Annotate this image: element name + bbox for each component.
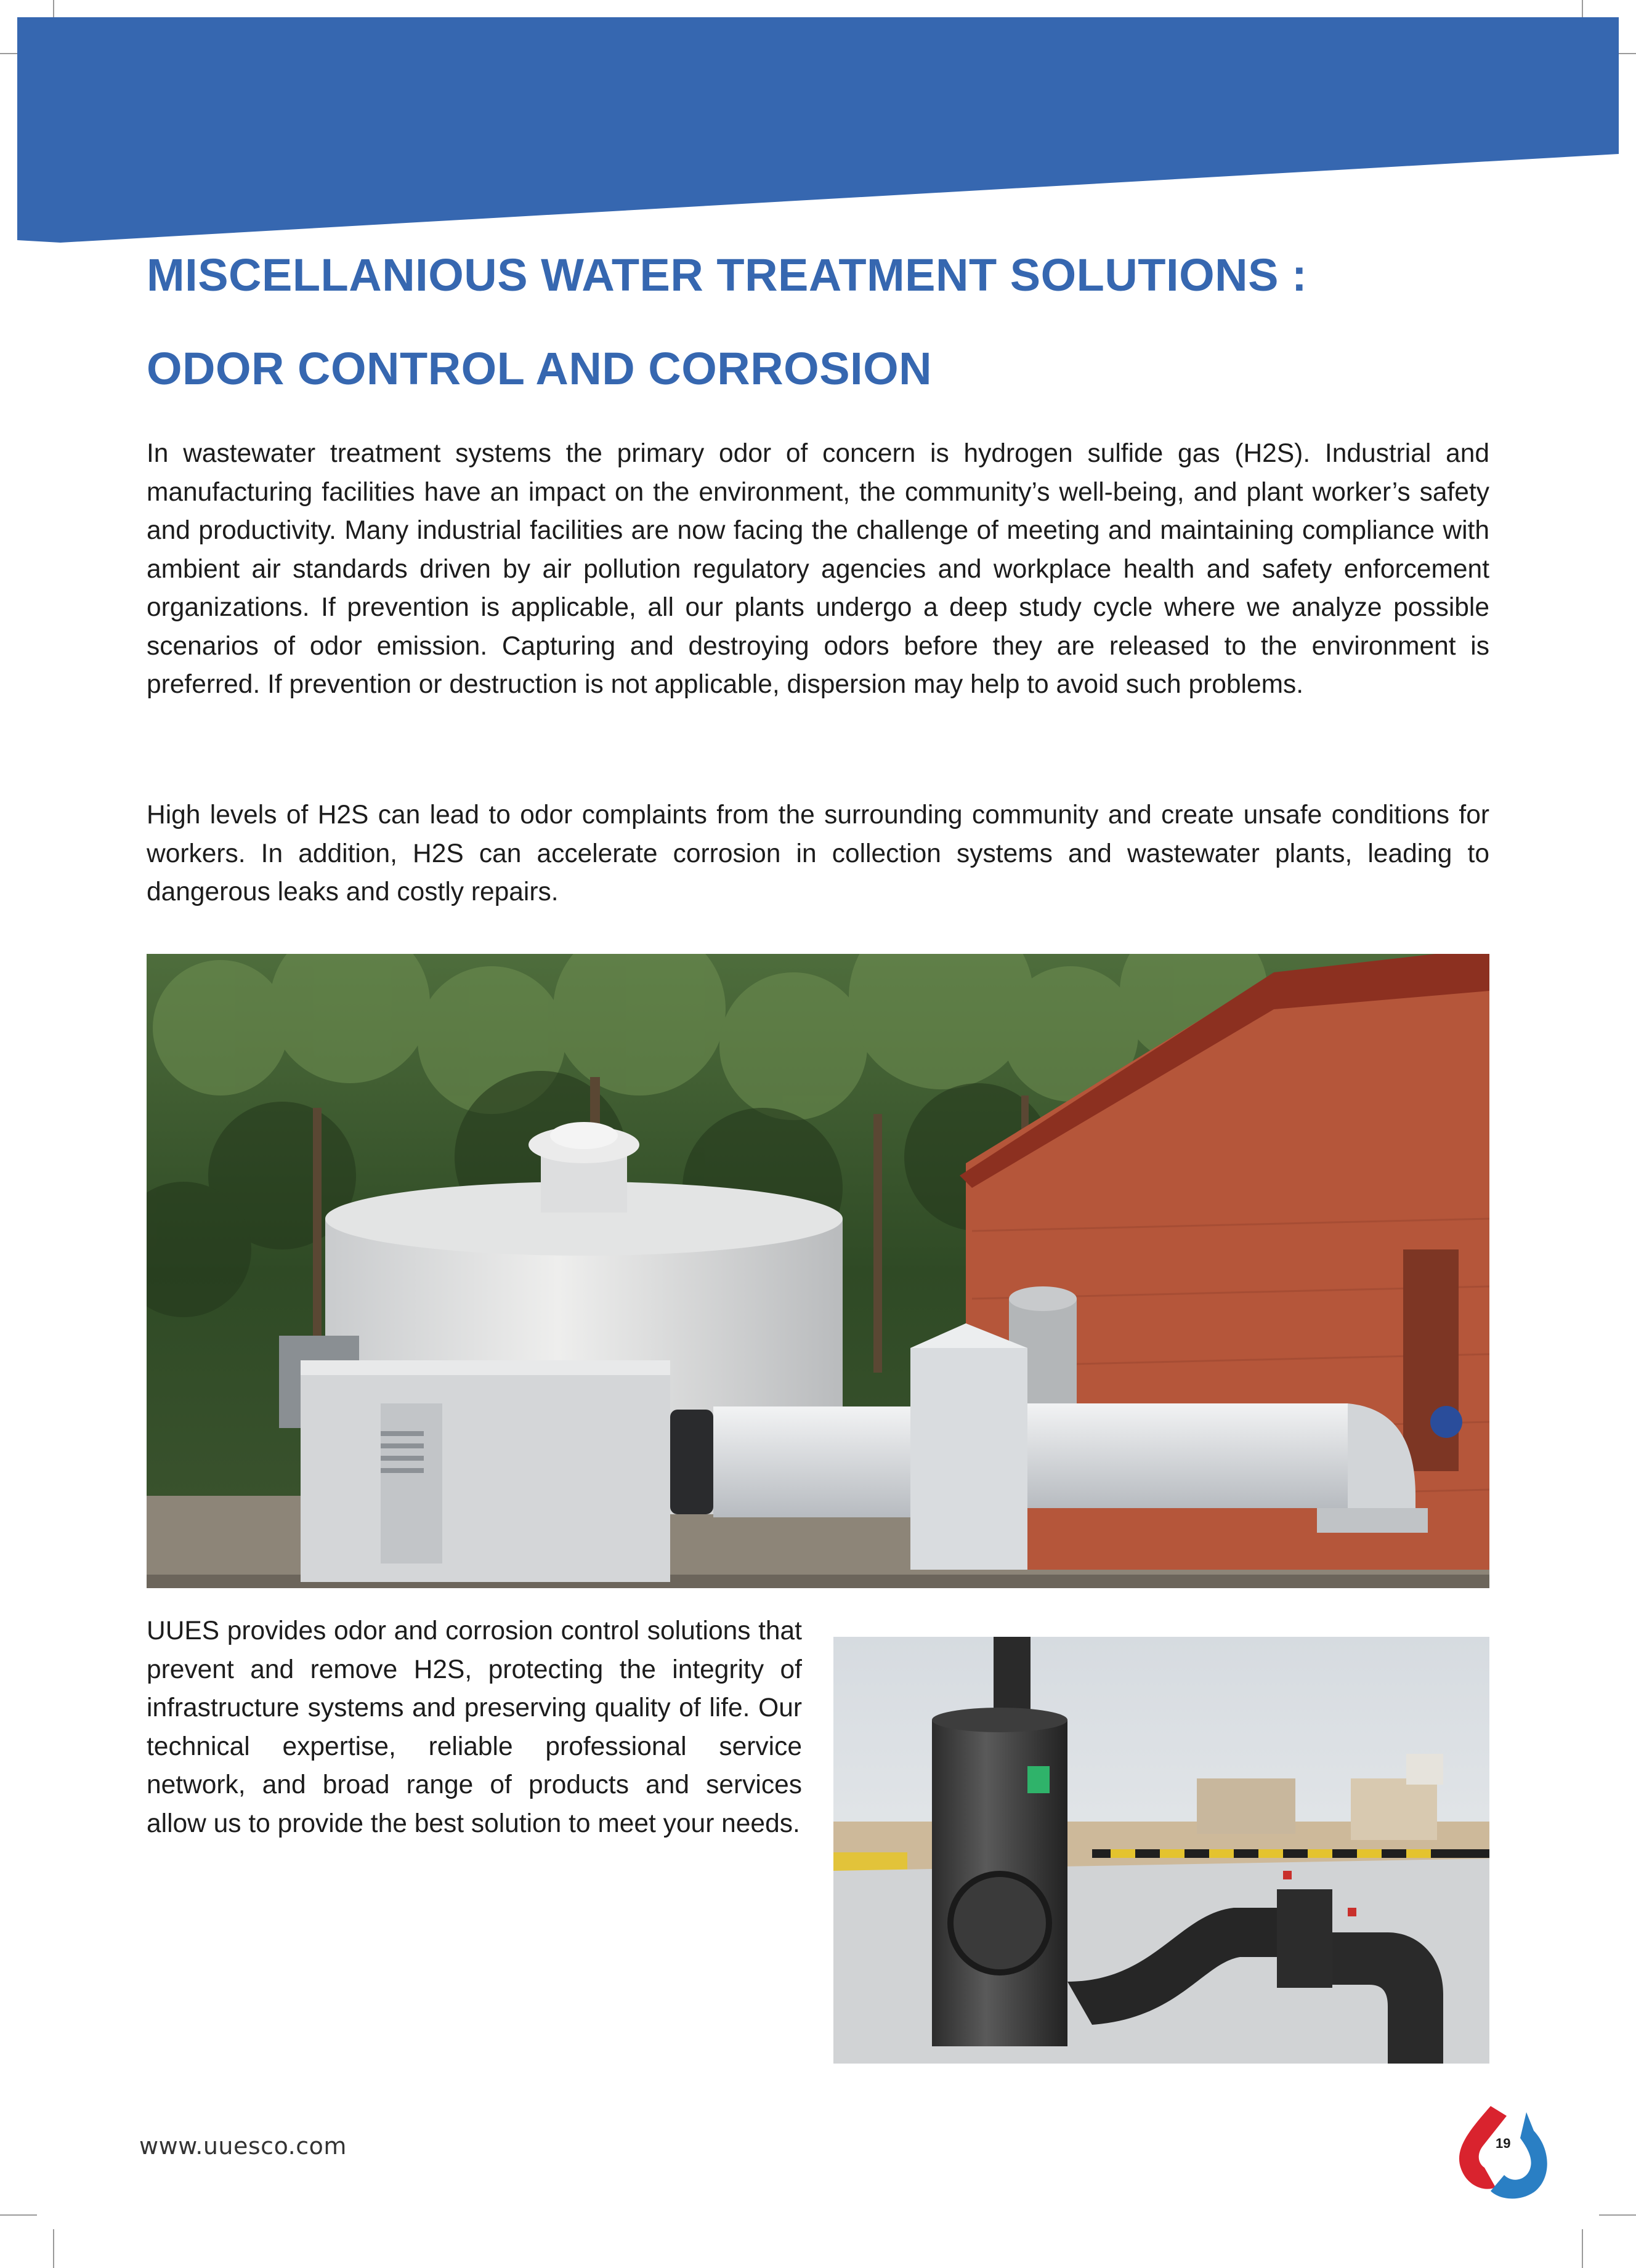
scrubber-vessel-photo [833, 1637, 1489, 2064]
crop-mark [1599, 2214, 1636, 2216]
company-logo [1448, 2094, 1558, 2205]
header-banner [0, 0, 1636, 246]
crop-mark [0, 2214, 37, 2216]
page-subtitle: ODOR CONTROL AND CORROSION [147, 343, 933, 394]
crop-mark [53, 2229, 54, 2268]
page-number: 19 [1496, 2136, 1511, 2151]
intro-paragraph: In wastewater treatment systems the primary odor of concern is hydrogen sulfide gas (H2S). Industrial and manufacturing facilities have an impact on the environment, the community’s well-being, and plant worker’s safety and productivity. Many industrial facilities are now facing the challenge of meeting and maintaining compliance with ambient air standards driven by air pollution regulatory agencies and workplace health and safety enforcement organizations. If prevention is applicable, all our plants undergo a deep study cycle where we analyze possible scenarios of odor emission. Capturing and destroying odors before they are released to the environment is preferred. If prevention or destruction is not applicable, dispersion may help to avoid such problems. [147, 439, 1489, 699]
crop-mark [1582, 2229, 1583, 2268]
h2s-paragraph: High levels of H2S can lead to odor complaints from the surrounding community and create unsafe conditions for workers. In addition, H2S can accelerate corrosion in collection systems and wastewater plants, leading to dangerous leaks and costly repairs. [147, 801, 1489, 906]
page-title: MISCELLANIOUS WATER TREATMENT SOLUTIONS : [147, 249, 1308, 301]
solutions-paragraph: UUES provides odor and corrosion control solutions that prevent and remove H2S, protecting the integrity of infrastructure systems and preserving quality of life. Our technical expertise, reliable professional service network, and broad range of products and services allow us to provide the best solution to meet your needs. [147, 1616, 802, 1838]
odor-control-plant-photo [147, 954, 1489, 1588]
footer-website: www.uuesco.com [139, 2133, 347, 2160]
